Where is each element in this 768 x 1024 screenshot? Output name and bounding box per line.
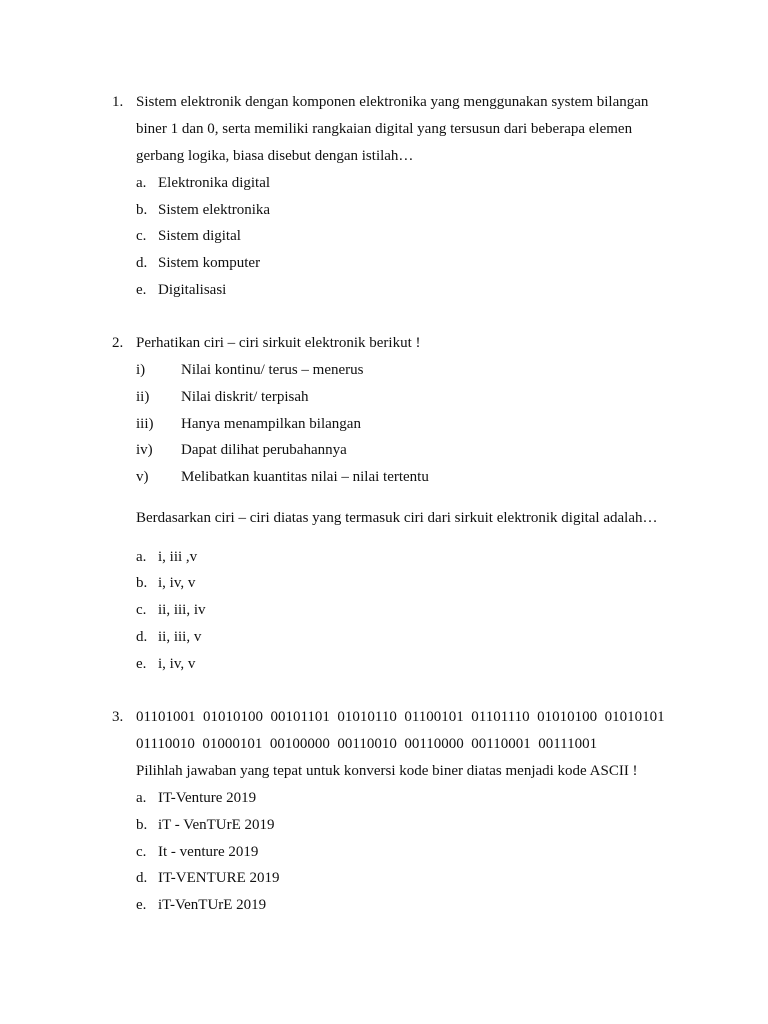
item-text: Nilai diskrit/ terpisah [181,389,309,405]
question-stem-line: Sistem elektronik dengan komponen elektronika yang menggunakan system bilangan [136,94,649,110]
option-letter: e. [136,897,147,913]
option-letter: b. [136,817,148,833]
option-text: IT-VENTURE 2019 [158,870,280,886]
option-letter: a. [136,175,147,191]
option-text: It - venture 2019 [158,844,259,860]
roman-numeral: v) [136,469,149,485]
roman-numeral: i) [136,362,146,378]
option-letter: e. [136,282,147,298]
question-stem-line: Perhatikan ciri – ciri sirkuit elektronik berikut ! [136,335,421,351]
option-text: ii, iii, iv [158,602,206,618]
roman-numeral: iii) [136,416,154,432]
option-letter: d. [136,629,148,645]
item-text: Dapat dilihat perubahannya [181,442,347,458]
option-text: i, iv, v [158,656,196,672]
option-text: Sistem elektronika [158,202,271,218]
option-letter: b. [136,202,148,218]
question-stem-line: gerbang logika, biasa disebut dengan istilah… [136,148,414,164]
binary-code-line: 01110010 01000101 00100000 00110010 00110000 00110001 00111001 [136,736,598,752]
option-letter: b. [136,575,148,591]
option-text: Sistem digital [158,228,241,244]
item-text: Nilai kontinu/ terus – menerus [181,362,364,378]
question-stem-line: biner 1 dan 0, serta memiliki rangkaian digital yang tersusun dari beberapa elemen [136,121,633,137]
option-letter: d. [136,870,148,886]
option-letter: d. [136,255,148,271]
question-number: 1. [112,94,124,110]
binary-code-line: 01101001 01010100 00101101 01010110 01100101 01101110 01010100 01010101 [136,709,665,725]
option-letter: c. [136,228,147,244]
question-prompt: Berdasarkan ciri – ciri diatas yang termasuk ciri dari sirkuit elektronik digital adalah… [136,510,658,526]
option-letter: c. [136,602,147,618]
option-letter: a. [136,549,147,565]
roman-numeral: ii) [136,389,150,405]
option-text: i, iii ,v [158,549,198,565]
question-prompt: Pilihlah jawaban yang tepat untuk konversi kode biner diatas menjadi kode ASCII ! [136,763,638,779]
option-text: iT-VenTUrE 2019 [158,897,267,913]
roman-numeral: iv) [136,442,153,458]
option-text: IT-Venture 2019 [158,790,257,806]
option-text: Sistem komputer [158,255,261,271]
item-text: Hanya menampilkan bilangan [181,416,361,432]
option-text: i, iv, v [158,575,196,591]
question-number: 3. [112,709,124,725]
item-text: Melibatkan kuantitas nilai – nilai tertentu [181,469,429,485]
option-letter: c. [136,844,147,860]
option-text: iT - VenTUrE 2019 [158,817,275,833]
option-text: ii, iii, v [158,629,202,645]
option-letter: e. [136,656,147,672]
option-text: Elektronika digital [158,175,271,191]
option-text: Digitalisasi [158,282,227,298]
option-letter: a. [136,790,147,806]
question-number: 2. [112,335,124,351]
